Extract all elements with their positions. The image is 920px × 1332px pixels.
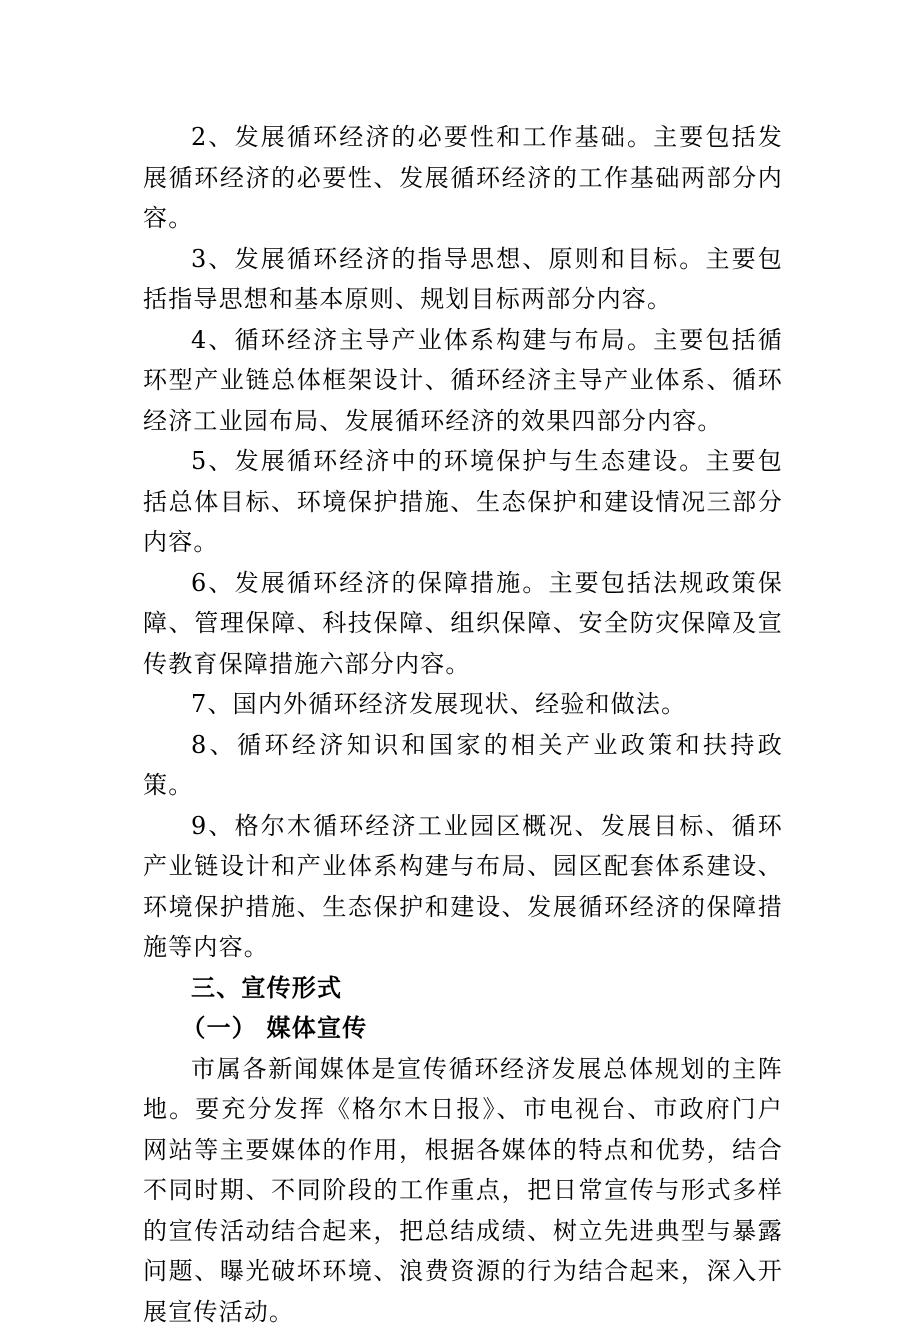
paragraph-media-publicity: 市属各新闻媒体是宣传循环经济发展总体规划的主阵地。要充分发挥《格尔木日报》、市电视台、市政府门户网站等主要媒体的作用，根据各媒体的特点和优势，结合不同时期、不同阶段的工作重点，把日常宣传与形式多样的宣传活动结合起来，把总结成绩、树立先进典型与暴露问题、曝光破坏环境、浪费资源的行为结合起来，深入开展宣传活动。 <box>143 1049 783 1332</box>
paragraph-item-5: 5、发展循环经济中的环境保护与生态建设。主要包括总体目标、环境保护措施、生态保护和建设情况三部分内容。 <box>143 441 783 563</box>
paragraph-item-7: 7、国内外循环经济发展现状、经验和做法。 <box>143 684 783 725</box>
document-body <box>143 117 783 1332</box>
section-heading: 三、宣传形式 <box>143 968 783 1009</box>
paragraph-item-4: 4、循环经济主导产业体系构建与布局。主要包括循环型产业链总体框架设计、循环经济主导产业体系、循环经济工业园布局、发展循环经济的效果四部分内容。 <box>143 320 783 442</box>
paragraph-item-9: 9、格尔木循环经济工业园区概况、发展目标、循环产业链设计和产业体系构建与布局、园区配套体系建设、环境保护措施、生态保护和建设、发展循环经济的保障措施等内容。 <box>143 806 783 968</box>
paragraph-item-6: 6、发展循环经济的保障措施。主要包括法规政策保障、管理保障、科技保障、组织保障、安全防灾保障及宣传教育保障措施六部分内容。 <box>143 563 783 685</box>
paragraph-item-2: 2、发展循环经济的必要性和工作基础。主要包括发展循环经济的必要性、发展循环经济的工作基础两部分内容。 <box>143 117 783 239</box>
paragraph-item-8: 8、循环经济知识和国家的相关产业政策和扶持政策。 <box>143 725 783 806</box>
subsection-heading: （一） 媒体宣传 <box>143 1008 783 1049</box>
paragraph-item-3: 3、发展循环经济的指导思想、原则和目标。主要包括指导思想和基本原则、规划目标两部分内容。 <box>143 239 783 320</box>
